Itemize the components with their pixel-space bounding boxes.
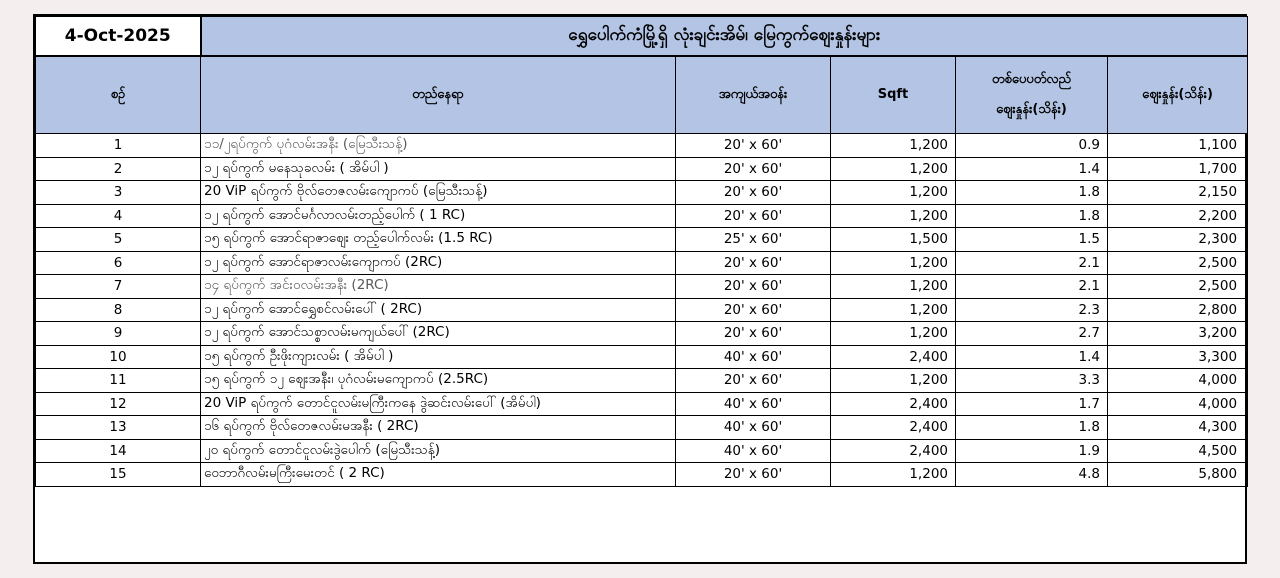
row-number: 8	[36, 298, 201, 322]
row-sqft: 2,400	[831, 439, 956, 463]
table-row	[36, 251, 1248, 275]
col-header-per-sqft: တစ်ပေပတ်လည် ဈေးနှုန်း(သိန်း)	[956, 56, 1108, 134]
row-per-sqft-price: 1.5	[956, 228, 1108, 252]
row-size: 20' x 60'	[676, 134, 831, 158]
row-per-sqft-price: 1.4	[956, 157, 1108, 181]
row-number: 15	[36, 463, 201, 487]
row-number: 12	[36, 392, 201, 416]
row-size: 20' x 60'	[676, 298, 831, 322]
row-size: 40' x 60'	[676, 392, 831, 416]
row-price: 2,800	[1108, 298, 1248, 322]
row-sqft: 1,200	[831, 204, 956, 228]
row-price: 3,200	[1108, 322, 1248, 346]
row-sqft: 1,200	[831, 251, 956, 275]
row-price: 4,300	[1108, 416, 1248, 440]
row-number: 14	[36, 439, 201, 463]
table-row	[36, 345, 1248, 369]
row-location: ၁၂ ရပ်ကွက် အောင်ရာဇာလမ်းကျောကပ် (2RC)	[201, 251, 676, 275]
row-size: 20' x 60'	[676, 157, 831, 181]
table-row	[36, 181, 1248, 205]
row-location: ဝေဘာဂီလမ်းမကြီးမေးတင် ( 2 RC)	[201, 463, 676, 487]
table-row	[36, 322, 1248, 346]
row-price: 2,300	[1108, 228, 1248, 252]
row-location: ၁၁/၂ရပ်ကွက် ပုဂံလမ်းအနီး (မြေသီးသန့်)	[201, 134, 676, 158]
row-per-sqft-price: 0.9	[956, 134, 1108, 158]
row-location: 20 ViP ရပ်ကွက် ဗိုလ်တေဇလမ်းကျောကပ် (မြေသီးသန့်)	[201, 181, 676, 205]
row-number: 11	[36, 369, 201, 393]
row-per-sqft-price: 2.1	[956, 251, 1108, 275]
row-sqft: 1,200	[831, 134, 956, 158]
row-price: 2,500	[1108, 251, 1248, 275]
row-size: 20' x 60'	[676, 369, 831, 393]
table-row	[36, 416, 1248, 440]
row-number: 3	[36, 181, 201, 205]
price-sheet	[33, 14, 1247, 564]
row-per-sqft-price: 1.7	[956, 392, 1108, 416]
row-price: 1,100	[1108, 134, 1248, 158]
row-price: 4,000	[1108, 392, 1248, 416]
row-sqft: 1,200	[831, 322, 956, 346]
row-location: ၂၀ ရပ်ကွက် တောင်ငူလမ်းဒွဲပေါက် (မြေသီးသန့်)	[201, 439, 676, 463]
column-header-row	[36, 56, 1248, 134]
row-price: 5,800	[1108, 463, 1248, 487]
table-row	[36, 204, 1248, 228]
row-location: ၁၅ ရပ်ကွက် ဦးဖိုးကျားလမ်း ( အိမ်ပါ )	[201, 345, 676, 369]
row-per-sqft-price: 1.9	[956, 439, 1108, 463]
row-sqft: 1,200	[831, 181, 956, 205]
table-row	[36, 369, 1248, 393]
row-sqft: 1,200	[831, 275, 956, 299]
row-price: 1,700	[1108, 157, 1248, 181]
row-size: 20' x 60'	[676, 275, 831, 299]
report-date: 4-Oct-2025	[36, 17, 201, 57]
table-row	[36, 134, 1248, 158]
row-size: 40' x 60'	[676, 345, 831, 369]
col-header-size: အကျယ်အဝန်း	[676, 56, 831, 134]
table-row	[36, 392, 1248, 416]
row-number: 4	[36, 204, 201, 228]
row-location: ၁၂ ရပ်ကွက် အောင်မင်္ဂလာလမ်းတည့်ပေါက် ( 1 RC)	[201, 204, 676, 228]
col-header-sqft: Sqft	[831, 56, 956, 134]
row-sqft: 1,200	[831, 298, 956, 322]
row-per-sqft-price: 4.8	[956, 463, 1108, 487]
row-price: 4,500	[1108, 439, 1248, 463]
row-size: 20' x 60'	[676, 181, 831, 205]
row-location: ၁၂ ရပ်ကွက် မနေသုခလမ်း ( အိမ်ပါ )	[201, 157, 676, 181]
col-header-no: စဉ်	[36, 56, 201, 134]
row-price: 2,500	[1108, 275, 1248, 299]
row-location: ၁၂ ရပ်ကွက် အောင်သစ္စာလမ်းမကျယ်ပေါ် (2RC)	[201, 322, 676, 346]
row-number: 1	[36, 134, 201, 158]
row-per-sqft-price: 2.7	[956, 322, 1108, 346]
row-price: 4,000	[1108, 369, 1248, 393]
row-size: 20' x 60'	[676, 204, 831, 228]
title-row	[36, 17, 1248, 57]
row-sqft: 2,400	[831, 392, 956, 416]
table-row	[36, 275, 1248, 299]
row-number: 2	[36, 157, 201, 181]
row-per-sqft-price: 2.3	[956, 298, 1108, 322]
row-location: ၁၅ ရပ်ကွက် ၁၂ ဈေးအနီး၊ ပုဂံလမ်းမကျောကပ် (2.5RC)	[201, 369, 676, 393]
row-sqft: 1,200	[831, 157, 956, 181]
row-size: 20' x 60'	[676, 463, 831, 487]
row-per-sqft-price: 2.1	[956, 275, 1108, 299]
price-table	[35, 16, 1248, 487]
row-per-sqft-price: 1.8	[956, 181, 1108, 205]
col-header-location: တည်နေရာ	[201, 56, 676, 134]
row-price: 3,300	[1108, 345, 1248, 369]
row-price: 2,150	[1108, 181, 1248, 205]
row-price: 2,200	[1108, 204, 1248, 228]
table-row	[36, 463, 1248, 487]
row-size: 25' x 60'	[676, 228, 831, 252]
row-per-sqft-price: 1.8	[956, 416, 1108, 440]
row-number: 6	[36, 251, 201, 275]
col-header-price: ဈေးနှုန်း(သိန်း)	[1108, 56, 1248, 134]
sheet-title: ရွှေပေါက်ကံမြို့ရှိ လုံးချင်းအိမ်၊ မြေကွက်ဈေးနှုန်းများ	[201, 17, 1248, 57]
row-sqft: 2,400	[831, 416, 956, 440]
row-sqft: 2,400	[831, 345, 956, 369]
row-location: 20 ViP ရပ်ကွက် တောင်ငူလမ်းမကြီးကနေ ဒွဲဆင်းလမ်းပေါ် (အိမ်ပါ)	[201, 392, 676, 416]
row-location: ၁၆ ရပ်ကွက် ဗိုလ်တေဇလမ်းမအနီး ( 2RC)	[201, 416, 676, 440]
table-row	[36, 298, 1248, 322]
row-number: 5	[36, 228, 201, 252]
table-row	[36, 228, 1248, 252]
row-location: ၁၅ ရပ်ကွက် အောင်ရာဇာဈေး တည့်ပေါက်လမ်း (1.5 RC)	[201, 228, 676, 252]
table-row	[36, 439, 1248, 463]
table-row	[36, 157, 1248, 181]
row-sqft: 1,200	[831, 463, 956, 487]
row-size: 20' x 60'	[676, 322, 831, 346]
row-sqft: 1,500	[831, 228, 956, 252]
row-location: ၁၂ ရပ်ကွက် အောင်ရွှေစင်လမ်းပေါ် ( 2RC)	[201, 298, 676, 322]
row-number: 13	[36, 416, 201, 440]
row-number: 9	[36, 322, 201, 346]
row-size: 40' x 60'	[676, 416, 831, 440]
row-per-sqft-price: 3.3	[956, 369, 1108, 393]
row-per-sqft-price: 1.8	[956, 204, 1108, 228]
row-size: 40' x 60'	[676, 439, 831, 463]
row-sqft: 1,200	[831, 369, 956, 393]
row-size: 20' x 60'	[676, 251, 831, 275]
row-per-sqft-price: 1.4	[956, 345, 1108, 369]
row-location: ၁၄ ရပ်ကွက် အင်းဝလမ်းအနီး (2RC)	[201, 275, 676, 299]
row-number: 7	[36, 275, 201, 299]
row-number: 10	[36, 345, 201, 369]
table-body	[36, 134, 1248, 487]
